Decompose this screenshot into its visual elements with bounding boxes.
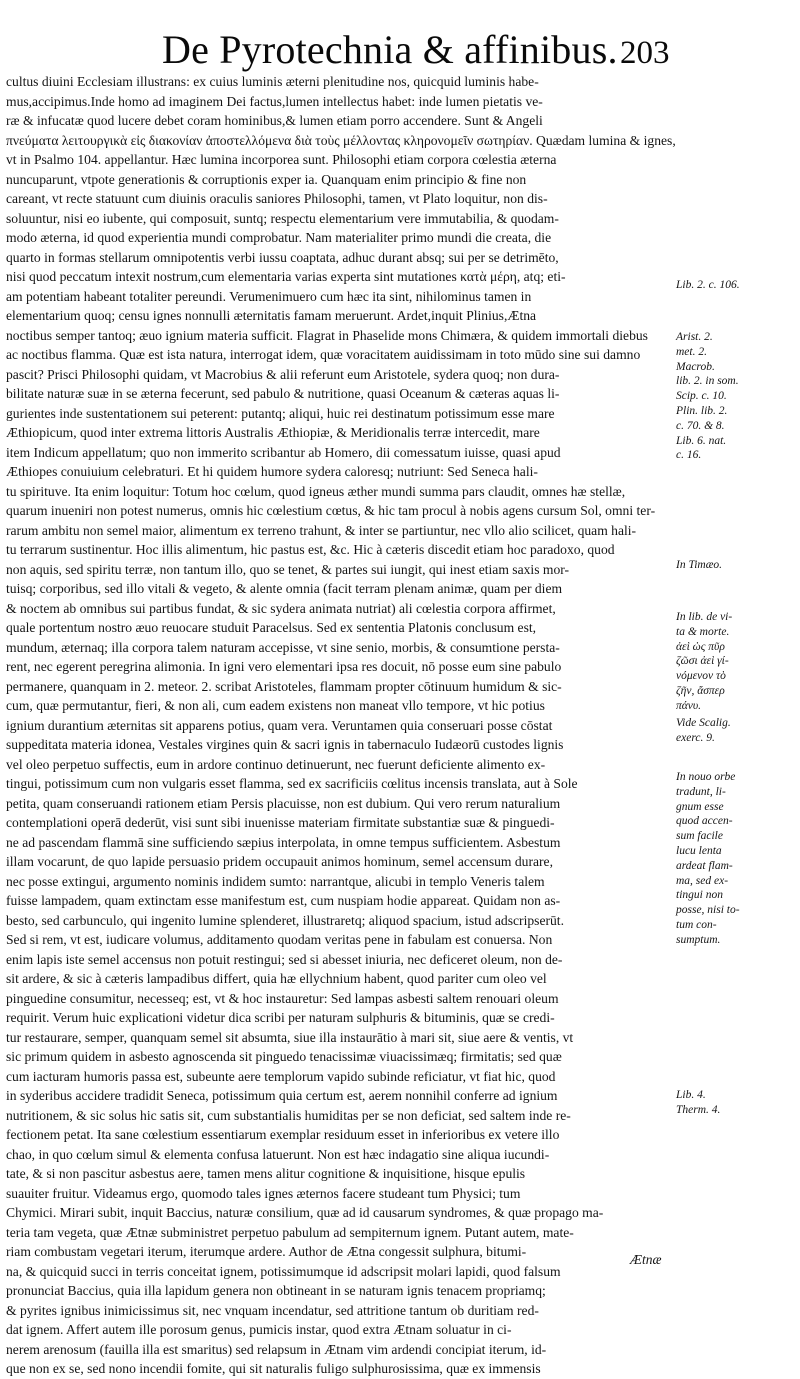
text-line: gurientes inde sustentationem sui peterent: putantq; aliqui, huic rei destinatum potissimum esse mare — [6, 405, 555, 421]
text-line: vt in Psalmo 104. appellantur. Hæc lumina incorporea sunt. Philosophi etiam corpora cœlestia æterna — [6, 152, 557, 167]
text-line: quarum inueniri non potest numerus, omnis hic cœlestium cœtus, & hic tam procul à nobis agens cursum Sol, omni ter- — [6, 503, 656, 518]
text-line: & pyrites ignibus inimicissimus sit, nec vnquam incendatur, sed attritione tantum ob duritiam red- — [6, 1302, 539, 1318]
margin-note-line: sum facile — [676, 830, 723, 843]
text-line: noctibus semper tantoq; æuo ignium materia sufficit. Flagrat in Phaselide mons Chimæra, & quidem immortali diebus — [6, 327, 648, 343]
margin-note-line: In nouo orbe — [676, 771, 736, 783]
text-line: & noctem ab omnibus sui partibus fundat, & sic sydera animata nutriat) ali cœlestia corpora affirmet, — [6, 600, 556, 616]
text-line: requirit. Verum huic explicationi videtur dica scribi per naturam sulphuris & bituminis, quæ se credi- — [6, 1010, 555, 1025]
text-line: na, & quicquid succi in terris conceitat ignem, potissimumque id adscripsit molari lapidi, quod falsum — [6, 1263, 561, 1279]
text-line: elementarium quoq; censu ignes nonnulli æternitatis famam meruerunt. Ardet,inquit Plinius,Ætna — [6, 308, 537, 323]
text-line: modo æterna, id quod experientia mundi comprobatur. Nam materialiter primo mundi die creata, die — [6, 230, 552, 245]
text-line: ræ & infucatæ quod lucere debet coram hominibus,& lumen etiam porro accendere. Sunt & Angeli — [6, 113, 543, 128]
margin-note-line: In Timæo. — [676, 559, 723, 571]
text-line: item Indicum appellatum; quo non immerito scribantur ab Homero, dii comessatum iuisse, quasi apud — [6, 444, 561, 460]
margin-note-line: ἀεὶ ὡς πῦρ — [676, 640, 725, 653]
text-line: tate, & si non pascitur asbestus aere, tamen mens alitur cognitione & inquisitione, hisque epulis — [6, 1166, 526, 1181]
text-line: rent, nec egerent peregrina alimonia. In igni vero elementari ipsa res docuit, nō posse eum sine pabulo — [6, 659, 562, 674]
text-line: besto, sed carbunculo, qui ingenito lumine splenderet, illustraretq; aliquod spacium, istud adscripserūt. — [6, 912, 564, 928]
text-line: nuncuparunt, vtpote generationis & corruptionis exper ia. Quanquam enim principio & fine non — [6, 171, 527, 187]
margin-note — [676, 610, 798, 714]
text-line: nutritionem, & sic solus hic satis sit, cum substantialis humiditas per se non deficiat, sed saltem inde re- — [6, 1107, 571, 1123]
text-line: nisi quod peccatum intexit nostrum,cum elementaria varias experta sint mutationes κατὰ μέρη, atq; eti- — [6, 269, 566, 284]
text-line: tu spirituve. Ita enim loquitur: Totum hoc cœlum, quod igneus æther mundi summa pars claudit, omnes hæ stellæ, — [6, 483, 626, 499]
margin-note-line: exerc. 9. — [676, 731, 715, 744]
text-line: Æthiopicum, quod inter extrema littoris Australis Æthiopiæ, & Meridionalis terræ intercedit, mare — [6, 425, 540, 440]
text-line: suppeditata materia idonea, Vestales virgines quin & sacri ignis in tabernaculo Iudæorū custodes lignis — [6, 737, 564, 752]
text-line: petita, quam conseruandi rationem etiam Persis placuisse, non est dubium. Qui vero rerum naturalium — [6, 795, 561, 811]
text-line: vel oleo perpetuo suffectis, eum in ardore continuo detinuerunt, nec fuerunt deficiente alimento ex- — [6, 756, 546, 772]
text-line: fectionem petat. Ita sane cœlestium essentiarum exemplar residuum esset in inferioribus ex vetere illo — [6, 1127, 560, 1142]
margin-note-line: gnum esse — [676, 800, 724, 813]
margin-note-line: In lib. de vi- — [676, 611, 733, 623]
text-line: tur restaurare, semper, quanquam semel sit absumta, siue illa instaurātio à mari sit, siue aere & ventis, vt — [6, 1029, 574, 1045]
text-line: tu terrarum sustinentur. Hoc illis alimentum, hic pastus est, &c. Hic à cæteris discedit etiam hoc paradoxo, quod — [6, 542, 615, 557]
text-line: in syderibus accidere tradidit Seneca, potissimum quia certum est, aerem nonnihil conferre ad ignium — [6, 1088, 558, 1103]
text-line: enim lapis iste semel accensus non potuit restingui; sed si abesset iniuria, nec deficeret oleum, non de- — [6, 951, 563, 967]
margin-note-line: c. 16. — [676, 449, 702, 462]
text-line: teria tam vegeta, quæ Ætnæ subministret perpetuo pabulum ad sempiternum ignem. Putant autem, mate- — [6, 1224, 574, 1240]
text-line: pinguedine consumitur, necesseq; est, vt & hoc instauretur: Sed lampas asbesti saltem renouari oleum — [6, 990, 559, 1006]
text-line: tingui, potissimum cum non vulgaris esset flamma, sed ex sacrificiis cœlitus incensis translata, aut à Sole — [6, 776, 578, 791]
text-line: mundum, æternaq; illa corpora talem naturam accepisse, vt sine senio, morbis, & consumtione persta- — [6, 639, 560, 655]
text-line: am potentiam habeant totaliter pereundi. Verumenimuero cum hæc ita sint, nihilominus tamen in — [6, 288, 532, 304]
margin-note-line: posse, nisi to- — [676, 904, 740, 917]
text-line: quale portentum nostro æuo reuocare studuit Paracelsus. Sed ex sententia Platonis conclusum est, — [6, 620, 537, 635]
text-line: bilitate naturæ suæ in se æterna fecerunt, sed pabulo & nutritione, quasi Oceanum & cæteras aquas li- — [6, 386, 560, 401]
text-line: suauiter fruitur. Videamus ergo, quomodo tales ignes æternos facere studeant tum Physici; tum — [6, 1185, 521, 1201]
text-line: dat ignem. Affert autem ille porosum genus, pumicis instar, quod extra Ætnam soluatur in ci- — [6, 1322, 512, 1337]
text-line: ne ad pascendam flammā sine sufficiendo sæpius interpolata, in omne tempus sufficientem. Asbestum — [6, 834, 561, 850]
margin-note-line: πάνυ. — [676, 699, 702, 712]
margin-note-line: lib. 2. in som. — [676, 375, 739, 388]
margin-note-line: sumptum. — [676, 933, 721, 946]
text-line: non aquis, sed spiritu terræ, non tantum illo, quo se tenet, & partes sui iungit, qui inest etiam saxis mor- — [6, 561, 570, 577]
margin-note-line: tingui non — [676, 889, 723, 902]
margin-note-line: Plin. lib. 2. — [676, 404, 728, 417]
text-line: chao, in quo cœlum simul & elementa confusa latuerunt. Non est hæc indagatio sine aliqua iucundi- — [6, 1146, 550, 1162]
margin-note — [676, 1088, 798, 1118]
margin-note — [676, 558, 798, 573]
margin-note-line: c. 70. & 8. — [676, 419, 725, 432]
text-line: illam vocarunt, de quo lapide persuasio pridem occupauit animos hominum, semel accensum durare, — [6, 854, 553, 869]
text-line: cum iacturam humoris passa est, subeunte aere templorum vapido subinde reficiatur, vt fiat hic, quod — [6, 1068, 556, 1084]
text-line: Æthiopes conuiuium celebraturi. Et hi quidem humore sydera caloresq; nutriunt: Sed Seneca hali- — [6, 464, 538, 479]
text-line: nerem arenosum (fauilla illa est smaritus) sed relapsum in Ætnam vim ardendi concipiat iterum, id- — [6, 1341, 547, 1357]
margin-note-line: ζῆν, ἄσπερ — [676, 684, 725, 697]
text-line: sic primum quidem in asbesto agnoscenda sit pinguedo tenacissimæ viuacissimæq; firmitatis; sed quæ — [6, 1049, 562, 1064]
text-line: pronunciat Baccius, quia illa lapidum genera non obtineant in se naturam ignis tenacem propriamq; — [6, 1283, 546, 1298]
margin-note-line: ζῶσι ἀεὶ γί- — [676, 655, 729, 668]
margin-note-line: Vide Scalig. — [676, 717, 731, 729]
margin-note-line: νόμενον τὸ — [676, 670, 726, 683]
margin-note-line: ardeat flam- — [676, 859, 733, 872]
catchword: Ætnæ — [630, 1252, 662, 1267]
text-line: tuisq; corporibus, sed illo vitali & vegeto, & alente omnia (facit terram plenam animæ, quam per diem — [6, 581, 563, 596]
margin-note-line: Macrob. — [676, 360, 715, 373]
margin-note-line: quod accen- — [676, 815, 733, 828]
margin-note — [676, 716, 798, 746]
text-line: ac noctibus flamma. Quæ est ista natura, interrogat idem, quæ voracitatem auidissimam in toto mūdo sine sui damno — [6, 347, 641, 362]
text-line: Sed si rem, vt est, iudicare volumus, additamento quodam veritas pene in fabulam est conuersa. Non — [6, 932, 553, 947]
text-line: quarto in formas stellarum omnipotentis verbi iussu coaptata, adhuc durant absq; sui per se detrimēto, — [6, 249, 559, 265]
text-line: cultus diuini Ecclesiam illustrans: ex cuius luminis æterni plenitudine nos, quicquid luminis habe- — [6, 74, 539, 89]
margin-note-line: Therm. 4. — [676, 1103, 721, 1116]
text-line: Chymici. Mirari subit, inquit Baccius, naturæ consilium, quæ ad id causarum syndromes, & quæ propago ma- — [6, 1205, 604, 1220]
margin-note-line: ma, sed ex- — [676, 874, 729, 887]
margin-note-line: met. 2. — [676, 345, 707, 358]
text-line: careant, vt recte statuunt cum diuinis oraculis saniores Philosophi, tamen, vt Plato loquitur, non dis- — [6, 191, 548, 206]
text-line: fuisse lampadem, quam extinctam esse manifestum est, cum nuspiam hodie appareat. Quidam non as- — [6, 893, 561, 908]
margin-note-line: lucu lenta — [676, 844, 722, 857]
text-line: ignium durantium æternitas sit apparens potius, quam vera. Veruntamen quia conseruari posse cōstat — [6, 717, 553, 733]
text-line: cum, quæ permutantur, fieri, & non ali, cum eadem existens non maneat vllo tempore, vt hic potius — [6, 698, 545, 713]
margin-note-line: ta & morte. — [676, 625, 730, 638]
text-line: permanere, quanquam in 2. meteor. 2. scribat Aristoteles, flammam propter cōtinuum humidum & sic- — [6, 678, 562, 694]
text-line: soluuntur, nisi eo iubente, qui composuit, suntq; respectu elementarium vere immutabilia, & quodam- — [6, 210, 559, 226]
margin-note-line: Lib. 2. c. 106. — [676, 279, 740, 291]
text-line: riam combustam vegetari iterum, iterumque ardere. Author de Ætna congessit sulphura, bitumi- — [6, 1244, 527, 1259]
text-line: πνεύματα λειτουργικὰ εἰς διακονίαν ἀποστελλόμενα διὰ τοὺς μέλλοντας κληρονομεῖν σωτηρίαν. Quædam lumina & ignes, — [6, 132, 676, 148]
text-line: mus,accipimus.Inde homo ad imaginem Dei factus,lumen intellectus habet: inde lumen pietatis ve- — [6, 93, 543, 109]
margin-note-line: Scip. c. 10. — [676, 390, 727, 403]
running-head-title: De Pyrotechnia & affinibus. — [162, 27, 618, 72]
text-line: contemplationi operā dederūt, visi sunt sibi inuenisse materiam firmitate substantiæ suæ & pinguedi- — [6, 815, 555, 830]
margin-note — [676, 278, 798, 293]
text-line: rarum ambitu non semel maior, alimentum ex terreno trahunt, & inter se partiuntur, nec vllo alio scilicet, quam hali- — [6, 522, 637, 538]
margin-note-line: Arist. 2. — [676, 331, 713, 343]
margin-note-line: tradunt, li- — [676, 785, 726, 798]
margin-note-line: Lib. 4. — [676, 1089, 706, 1101]
text-line: sit ardere, & sic à cæteris lampadibus differt, quia hæ ellychnium habent, quod pariter cum oleo vel — [6, 971, 547, 986]
text-line: que non ex se, sed nono incendii fomite, qui sit naturalis fuligo sulphurosissima, quæ ex immensis — [6, 1361, 541, 1376]
margin-note — [676, 770, 798, 948]
page-number: 203 — [620, 35, 670, 71]
body-text-column — [6, 72, 676, 1379]
text-line: nec posse extingui, argumento nominis indidem sumto: narrantque, alicubi in templo Veneris talem — [6, 873, 545, 889]
margin-note — [676, 330, 798, 463]
margin-note-line: tum con- — [676, 918, 717, 931]
margin-note-line: Lib. 6. nat. — [676, 434, 727, 447]
text-line: pascit? Prisci Philosophi quidam, vt Macrobius & alii referunt eum Aristotele, sydera quoq; non dura- — [6, 366, 560, 382]
